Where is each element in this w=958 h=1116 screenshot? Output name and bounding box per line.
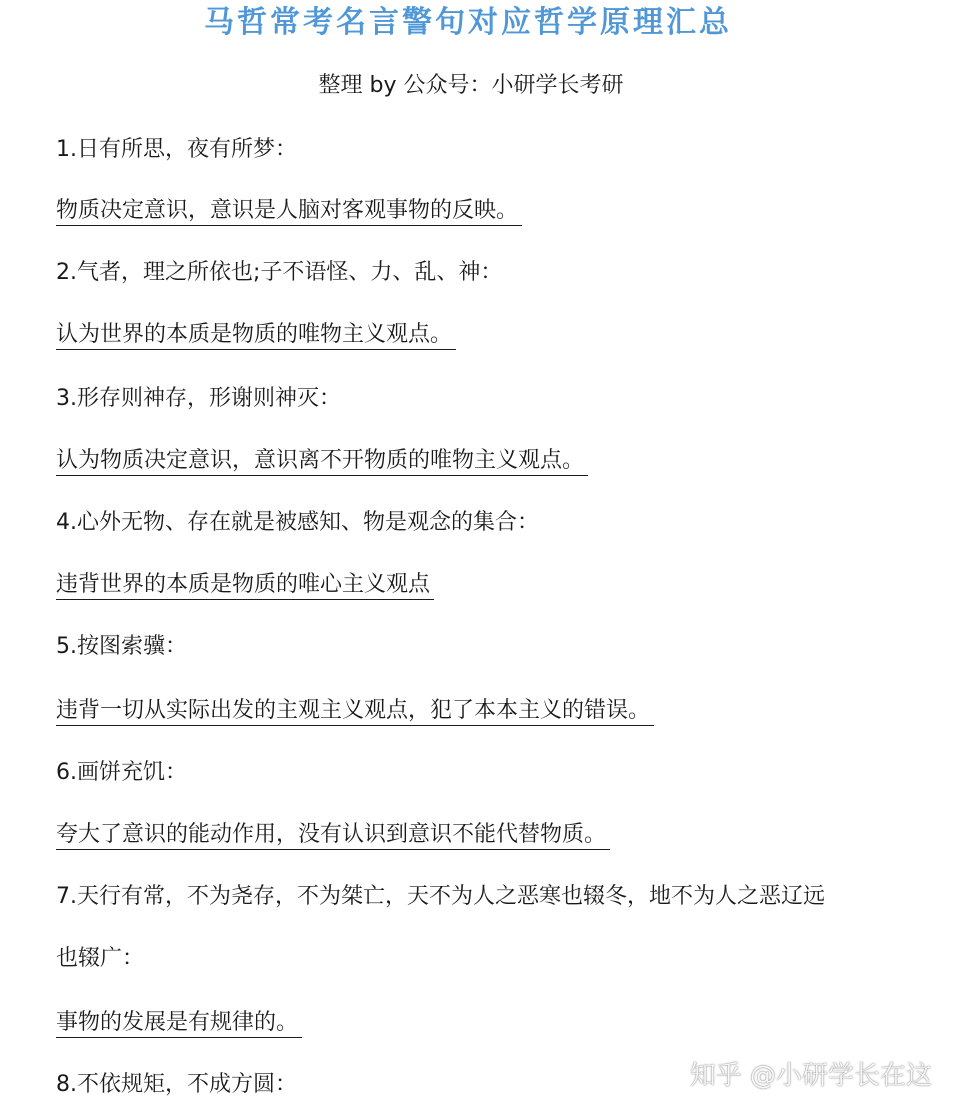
question-4: 4.心外无物、存在就是被感知、物是观念的集合： xyxy=(56,510,539,535)
answer-6 xyxy=(56,820,610,850)
question-7: 7.天行有常，不为尧存，不为桀亡，天不为人之恶寒也辍冬，地不为人之恶辽远 xyxy=(56,884,825,909)
question-8: 8.不依规矩，不成方圆： xyxy=(56,1072,297,1097)
answer-6-text: 夸大了意识的能动作用，没有认识到意识不能代替物质。 xyxy=(56,822,610,850)
answer-2-text: 认为世界的本质是物质的唯物主义观点。 xyxy=(56,322,456,350)
question-1: 1.日有所思，夜有所梦： xyxy=(56,137,297,162)
answer-1-text: 物质决定意识，意识是人脑对客观事物的反映。 xyxy=(56,198,522,226)
answer-2 xyxy=(56,320,456,350)
answer-4-text: 违背世界的本质是物质的唯心主义观点 xyxy=(56,572,434,600)
answer-4 xyxy=(56,570,434,600)
question-2: 2.气者，理之所依也;子不语怪、力、乱、神： xyxy=(56,260,503,285)
answer-5-text: 违背一切从实际出发的主观主义观点，犯了本本主义的错误。 xyxy=(56,698,654,726)
answer-3 xyxy=(56,446,588,476)
question-7-continued: 也辍广： xyxy=(56,946,145,971)
question-6: 6.画饼充饥： xyxy=(56,760,187,785)
answer-1 xyxy=(56,196,522,226)
zhihu-watermark: 知乎 @小研学长在这 xyxy=(689,1061,932,1091)
question-5: 5.按图索骥： xyxy=(56,634,187,659)
page-subtitle: 整理 by 公众号：小研学长考研 xyxy=(318,73,624,98)
answer-7 xyxy=(56,1008,302,1038)
answer-7-text: 事物的发展是有规律的。 xyxy=(56,1010,302,1038)
answer-3-text: 认为物质决定意识，意识离不开物质的唯物主义观点。 xyxy=(56,448,588,476)
answer-5 xyxy=(56,696,654,726)
question-3: 3.形存则神存，形谢则神灭： xyxy=(56,386,341,411)
page-title: 马哲常考名言警句对应哲学原理汇总 xyxy=(204,5,732,40)
